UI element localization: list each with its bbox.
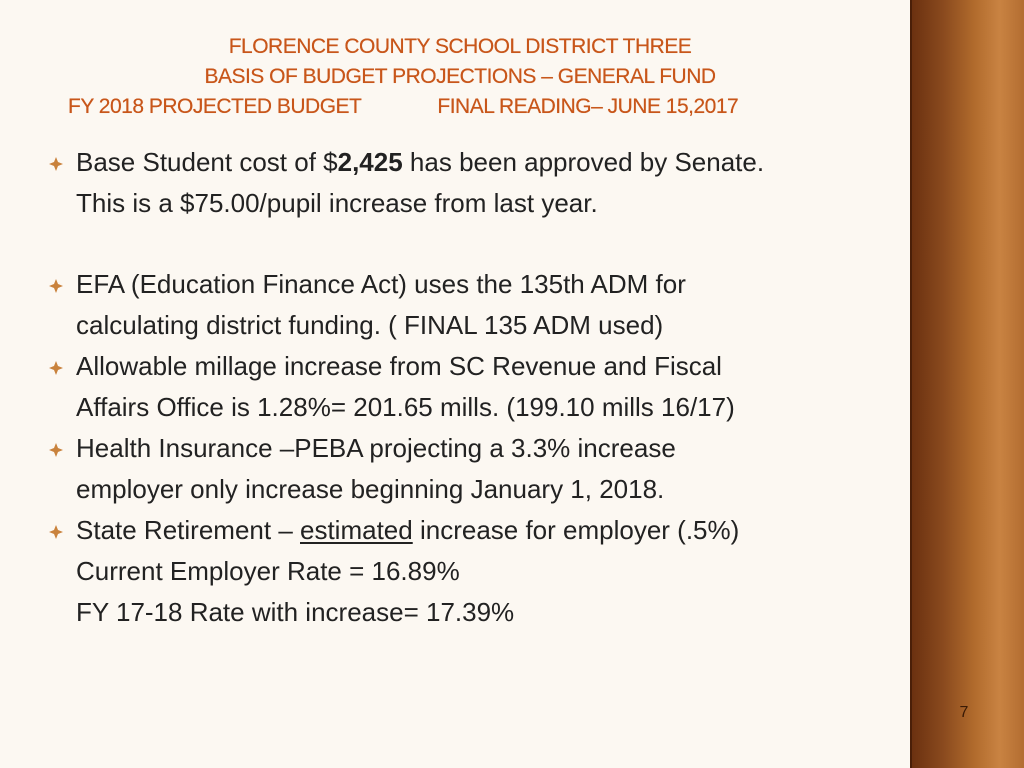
side-panel — [912, 0, 1024, 768]
bullet-text: State Retirement – — [76, 515, 300, 545]
diamond-bullet-icon — [48, 360, 64, 376]
title-budget-label: FY 2018 PROJECTED BUDGET — [68, 95, 362, 118]
bullet-health-insurance — [48, 428, 898, 510]
bullet-text: employer only increase beginning January 1, 2018. — [76, 474, 665, 504]
bullet-text: Allowable millage increase from SC Revenue and Fiscal — [76, 351, 722, 381]
bullet-list — [48, 142, 898, 633]
diamond-bullet-icon — [48, 156, 64, 172]
title-line-2: BASIS OF BUDGET PROJECTIONS – GENERAL FUND — [204, 65, 716, 88]
estimated-text: estimated — [300, 515, 413, 545]
diamond-bullet-icon — [48, 524, 64, 540]
bullet-millage — [48, 346, 898, 428]
new-rate-text: FY 17-18 Rate with increase= 17.39% — [76, 597, 515, 627]
bullet-text: calculating district funding. ( FINAL 135 ADM used) — [76, 310, 664, 340]
bullet-base-student-cost — [48, 142, 898, 224]
title-line-1: FLORENCE COUNTY SCHOOL DISTRICT THREE — [228, 35, 692, 58]
bullet-text: EFA (Education Finance Act) uses the 135th ADM for — [76, 269, 686, 299]
bullet-text: Base Student cost of $ — [76, 147, 338, 177]
bullet-efa — [48, 264, 898, 346]
title-line-3 — [40, 92, 880, 122]
bullet-state-retirement — [48, 510, 898, 633]
page-number: 7 — [959, 704, 969, 721]
current-rate-text: Current Employer Rate = 16.89% — [76, 556, 460, 586]
diamond-bullet-icon — [48, 278, 64, 294]
diamond-bullet-icon — [48, 442, 64, 458]
bullet-text: Affairs Office is 1.28%= 201.65 mills. (199.10 mills 16/17) — [76, 392, 735, 422]
title-reading-label: FINAL READING– JUNE 15,2017 — [437, 95, 739, 118]
bullet-text: increase for employer (.5%) — [412, 515, 740, 545]
bullet-text: has been approved by Senate. — [402, 147, 765, 177]
base-student-cost-value: 2,425 — [337, 147, 403, 177]
slide-title — [40, 32, 880, 122]
bullet-text: Health Insurance –PEBA projecting a 3.3% increase — [76, 433, 676, 463]
bullet-text: This is a $75.00/pupil increase from last year. — [76, 188, 598, 218]
